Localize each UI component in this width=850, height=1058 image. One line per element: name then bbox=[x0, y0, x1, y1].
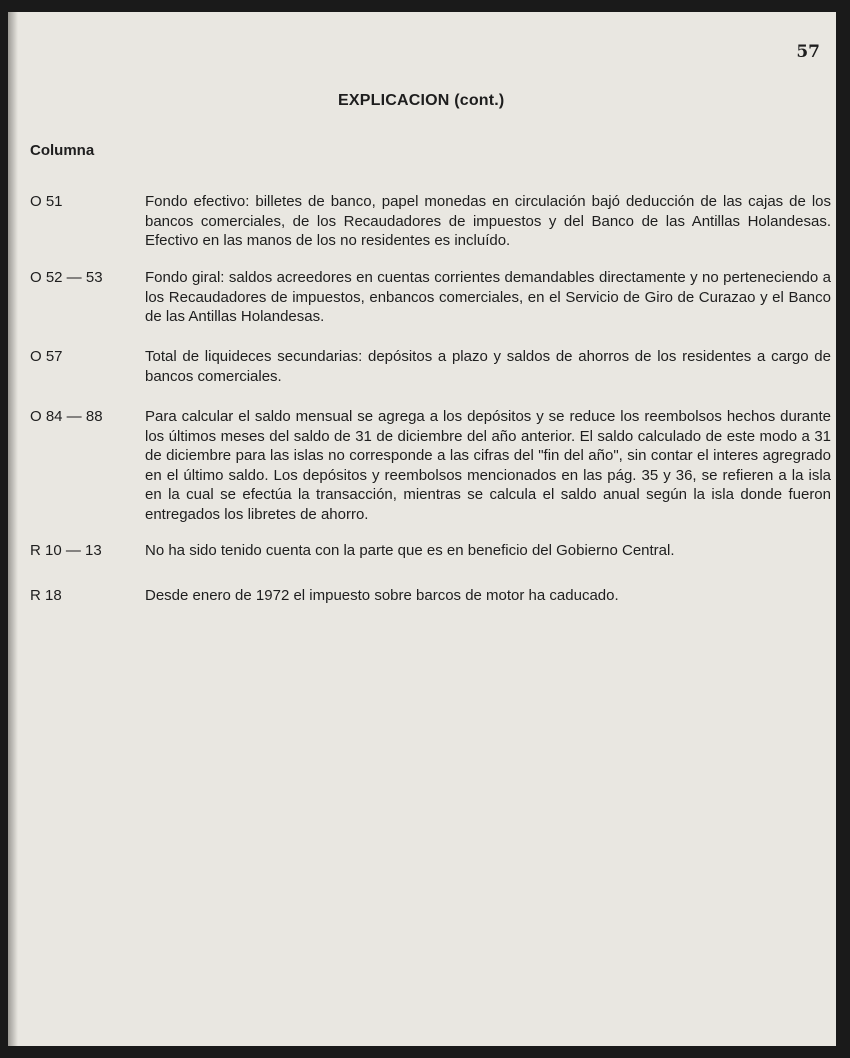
entry-description: Desde enero de 1972 el impuesto sobre barcos de motor ha caducado. bbox=[145, 587, 619, 604]
page-binding-edge bbox=[8, 12, 18, 1046]
page-title: EXPLICACION (cont.) bbox=[338, 92, 505, 109]
entry-code: R 18 bbox=[30, 587, 62, 604]
document-page bbox=[8, 12, 836, 1046]
entry-description: Fondo giral: saldos acreedores en cuentas corrientes demandables directamente y no perteneciendo a los Recaudadores de impuestos, enbancos comerciales, en el Servicio de Giro de Curazao y el Banco de las Antillas Holandesas. bbox=[145, 269, 831, 325]
column-heading: Columna bbox=[30, 142, 95, 159]
entry-code: O 51 bbox=[30, 193, 63, 210]
entry-code: R 10 — 13 bbox=[30, 542, 102, 559]
entry-description: Para calcular el saldo mensual se agrega a los depósitos y se reduce los reembolsos hechos durante los últimos meses del saldo de 31 de diciembre del año anterior. El saldo calculado de este modo a 31 de diciembre para las islas no corresponde a las cifras del "fin del año", sin contar el interes agregrado en el último saldo. Los depósitos y reembolsos mencionados en las pág. 35 y 36, se refieren a la isla en la cual se efectúa la transacción, mientras se calcula el saldo anual según la isla donde fueron entregados los libretes de ahorro. bbox=[145, 408, 831, 523]
entry-description: Fondo efectivo: billetes de banco, papel monedas en circulación bajó deducción de las cajas de los bancos comerciales, de los Recaudadores de impuestos y del Banco de las Antillas Holandesas. Efectivo en las manos de los no residentes es incluído. bbox=[145, 193, 831, 249]
entry-code: O 84 — 88 bbox=[30, 408, 103, 425]
entry-code: O 57 bbox=[30, 348, 63, 365]
entry-code: O 52 — 53 bbox=[30, 269, 103, 286]
page-number: 57 bbox=[796, 42, 820, 62]
entry-description: No ha sido tenido cuenta con la parte que es en beneficio del Gobierno Central. bbox=[145, 542, 675, 559]
entry-description: Total de liquideces secundarias: depósitos a plazo y saldos de ahorros de los residentes a cargo de bancos comerciales. bbox=[145, 348, 831, 385]
